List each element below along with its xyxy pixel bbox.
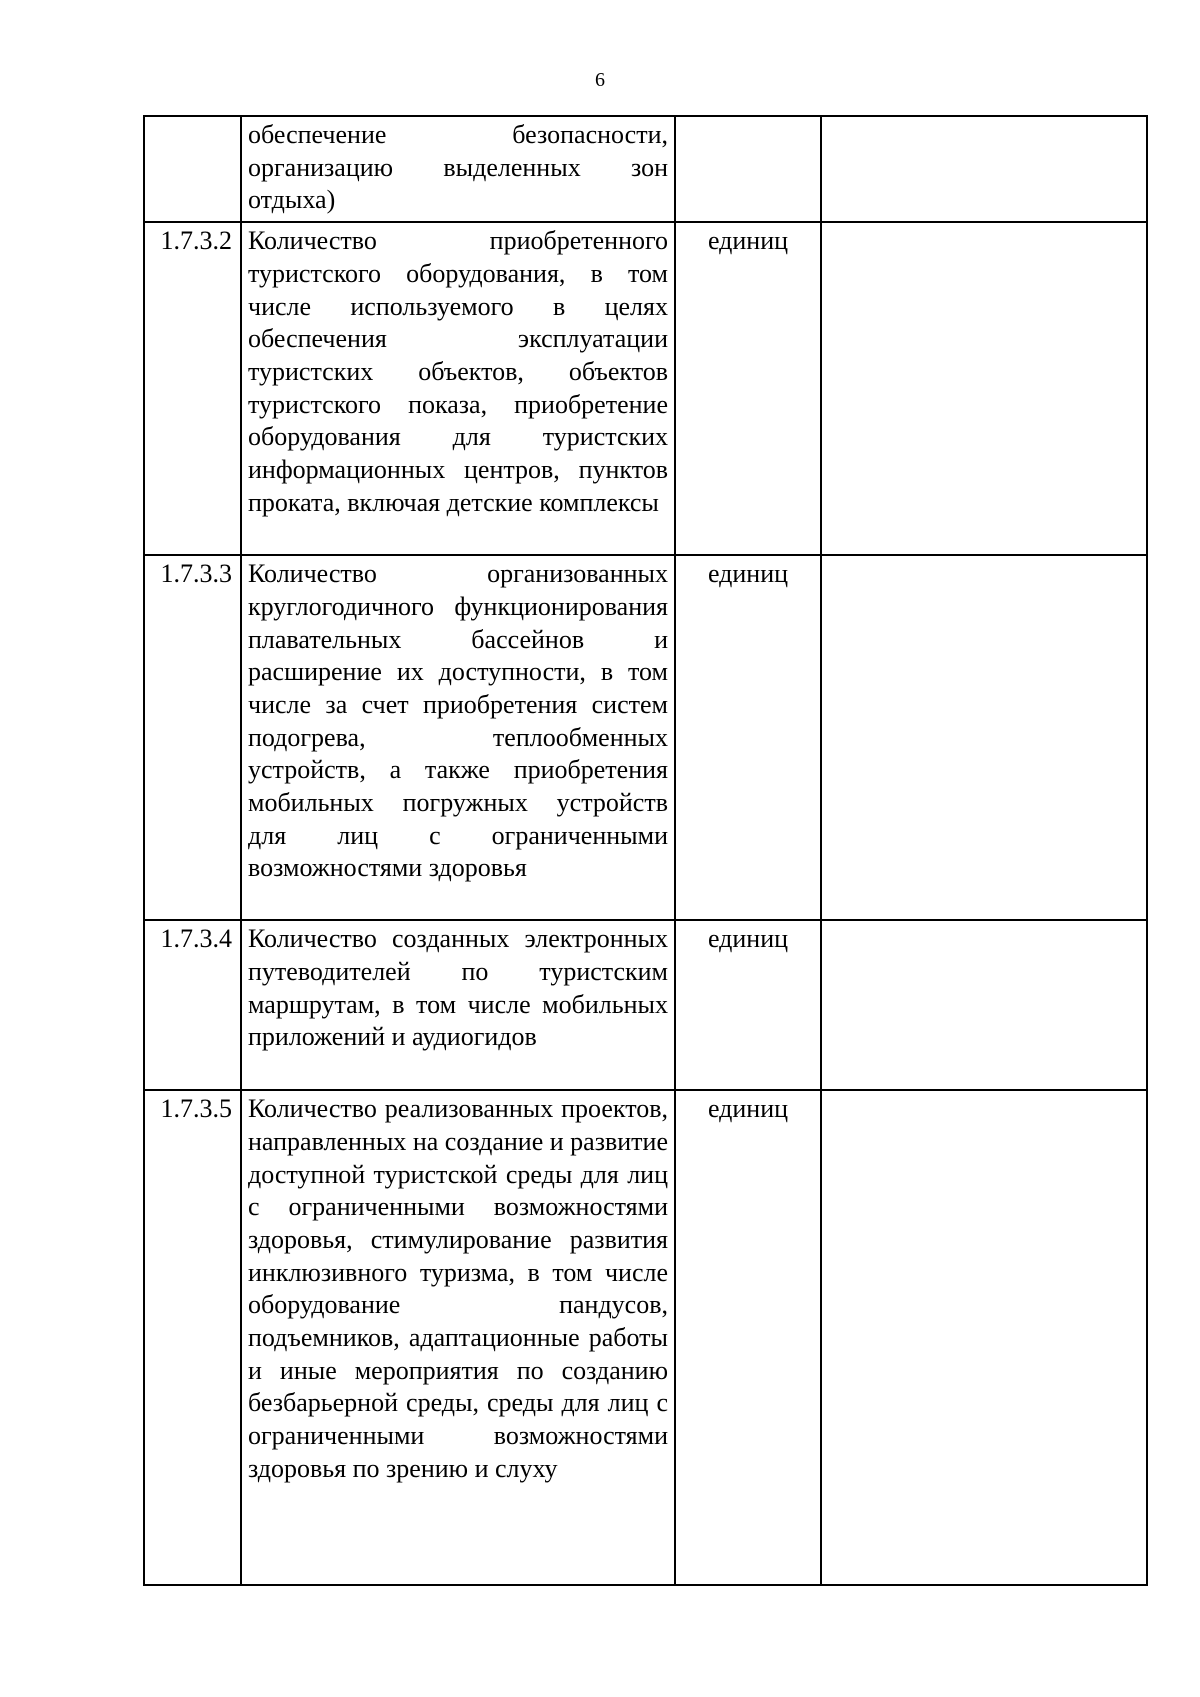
value-cell [821,555,1147,920]
value-cell [821,222,1147,555]
indicators-table [143,115,1148,1586]
table-row [144,1090,1147,1585]
indicator-text-cell: Количество приобретенного туристского оборудования, в том числе используемого в целях обеспечения эксплуатации туристских объектов, объектов туристского показа, приобретение оборудования для туристских информационных центров, пунктов проката, включая детские комплексы [241,222,675,555]
table-row [144,222,1147,555]
row-number-cell: 1.7.3.2 [144,222,241,555]
unit-cell: единиц [675,555,821,920]
table-row [144,116,1147,222]
indicator-text-cell: Количество реализованных проектов, направленных на создание и развитие доступной туристской среды для лиц с ограниченными возможностями здоровья, стимулирование развития инклюзивного туризма, в том числе оборудование пандусов, подъемников, адаптационные работы и иные мероприятия по созданию безбарьерной среды, среды для лиц с ограниченными возможностями здоровья по зрению и слуху [241,1090,675,1585]
indicator-text-cell: Количество организованных круглогодичного функционирования плавательных бассейнов и расширение их доступности, в том числе за счет приобретения систем подогрева, теплообменных устройств, а также приобретения мобильных погружных устройств для лиц с ограниченными возможностями здоровья [241,555,675,920]
row-number-cell: 1.7.3.5 [144,1090,241,1585]
unit-cell [675,116,821,222]
row-number-cell: 1.7.3.3 [144,555,241,920]
indicator-text-cell: Количество созданных электронных путеводителей по туристским маршрутам, в том числе мобильных приложений и аудиогидов [241,920,675,1090]
indicator-text-cell: обеспечение безопасности, организацию выделенных зон отдыха) [241,116,675,222]
value-cell [821,1090,1147,1585]
page-number: 6 [595,69,605,91]
unit-cell: единиц [675,222,821,555]
table-row [144,920,1147,1090]
unit-cell: единиц [675,1090,821,1585]
row-number-cell [144,116,241,222]
value-cell [821,116,1147,222]
row-number-cell: 1.7.3.4 [144,920,241,1090]
unit-cell: единиц [675,920,821,1090]
value-cell [821,920,1147,1090]
table-row [144,555,1147,920]
